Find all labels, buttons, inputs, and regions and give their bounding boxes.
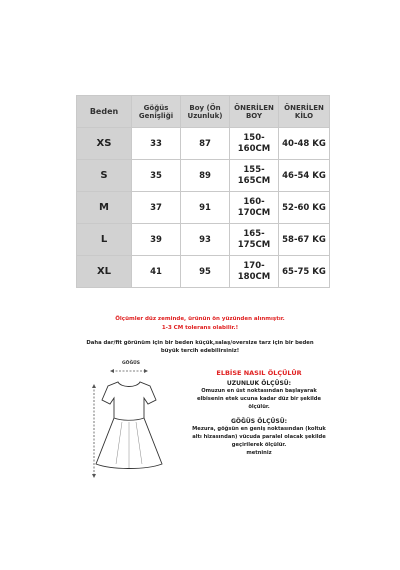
length-arrow-top — [92, 384, 96, 388]
height-cell — [230, 128, 279, 160]
height-to: 175CM — [237, 239, 271, 250]
measurement-warning-line1: Ölçümler düz zeminde, ürünün ön yüzünden alınmıştır. — [115, 316, 285, 322]
weight-cell: 52-60 KG — [279, 192, 330, 224]
height-to: 160CM — [237, 143, 271, 154]
length-cell: 89 — [181, 160, 230, 192]
length-measure-block — [190, 380, 328, 411]
length-measure-title: UZUNLUK ÖLÇÜSÜ: — [226, 380, 292, 387]
height-to: 180CM — [237, 271, 271, 282]
length-measure-line: Omuzun en üst noktasından başlayarak — [201, 388, 317, 394]
height-from: 160- — [243, 196, 265, 207]
size-cell: M — [77, 192, 132, 224]
table-row — [77, 256, 330, 288]
height-cell — [230, 256, 279, 288]
length-measure-line: elbisenin etek ucuna kadar düz bir şekilde — [196, 396, 322, 402]
chest-arrow-left — [110, 369, 114, 373]
size-cell: S — [77, 160, 132, 192]
chest-measure-line: metniniz — [246, 450, 272, 456]
height-from: 170- — [243, 260, 265, 271]
height-cell — [230, 224, 279, 256]
length-cell: 93 — [181, 224, 230, 256]
length-cell: 87 — [181, 128, 230, 160]
size-cell: L — [77, 224, 132, 256]
measurement-warning-line2: 1-3 CM tolerans olabilir.! — [161, 325, 239, 331]
size-chart-table — [76, 95, 330, 288]
height-from: 165- — [243, 228, 265, 239]
header-length: Boy (Ön Uzunluk) — [181, 96, 230, 128]
chest-cell: 33 — [132, 128, 181, 160]
table-row — [77, 128, 330, 160]
weight-cell: 58-67 KG — [279, 224, 330, 256]
weight-cell: 40-48 KG — [279, 128, 330, 160]
chest-cell: 35 — [132, 160, 181, 192]
height-cell — [230, 160, 279, 192]
table-header-row — [77, 96, 330, 128]
height-from: 155- — [243, 164, 265, 175]
chest-cell: 39 — [132, 224, 181, 256]
dress-measurement-figure — [82, 360, 190, 488]
chest-arrow-right — [144, 369, 148, 373]
chest-measure-line: geçirilerek ölçülür. — [231, 442, 287, 448]
weight-cell: 46-54 KG — [279, 160, 330, 192]
header-recommended-height: ÖNERİLEN BOY — [230, 96, 279, 128]
fit-note-line1: Daha dar/fit görünüm için bir beden küçük,salaş/oversize tarz için bir beden — [86, 340, 314, 346]
length-arrow-bottom — [92, 474, 96, 478]
chest-measure-line: altı hizasından) vücuda paralel olacak şekilde — [192, 434, 326, 440]
height-to: 170CM — [237, 207, 271, 218]
chest-cell: 37 — [132, 192, 181, 224]
size-cell: XL — [77, 256, 132, 288]
height-cell — [230, 192, 279, 224]
table-row — [77, 160, 330, 192]
length-cell: 95 — [181, 256, 230, 288]
length-measure-line: ölçülür. — [248, 404, 270, 410]
header-chest: Göğüs Genişliği — [132, 96, 181, 128]
height-to: 165CM — [237, 175, 271, 186]
height-from: 150- — [243, 132, 265, 143]
length-cell: 91 — [181, 192, 230, 224]
chest-measure-line: Mezura, göğsün en geniş noktasından (koltuk — [192, 426, 326, 432]
chest-measure-title: GÖĞÜS ÖLÇÜSÜ: — [230, 418, 288, 425]
header-size: Beden — [77, 96, 132, 128]
header-recommended-weight: ÖNERİLEN KİLO — [279, 96, 330, 128]
fit-note-line2: büyük tercih edebilirsiniz! — [160, 348, 240, 354]
weight-cell: 65-75 KG — [279, 256, 330, 288]
chest-measure-block — [190, 418, 328, 457]
how-to-measure-section — [190, 369, 328, 377]
table-row — [77, 192, 330, 224]
size-cell: XS — [77, 128, 132, 160]
table-row — [77, 224, 330, 256]
chest-cell: 41 — [132, 256, 181, 288]
chest-label: GÖĞÜS — [121, 361, 141, 366]
dress-illustration — [82, 360, 190, 488]
how-to-title: ELBİSE NASIL ÖLÇÜLÜR — [216, 369, 302, 377]
